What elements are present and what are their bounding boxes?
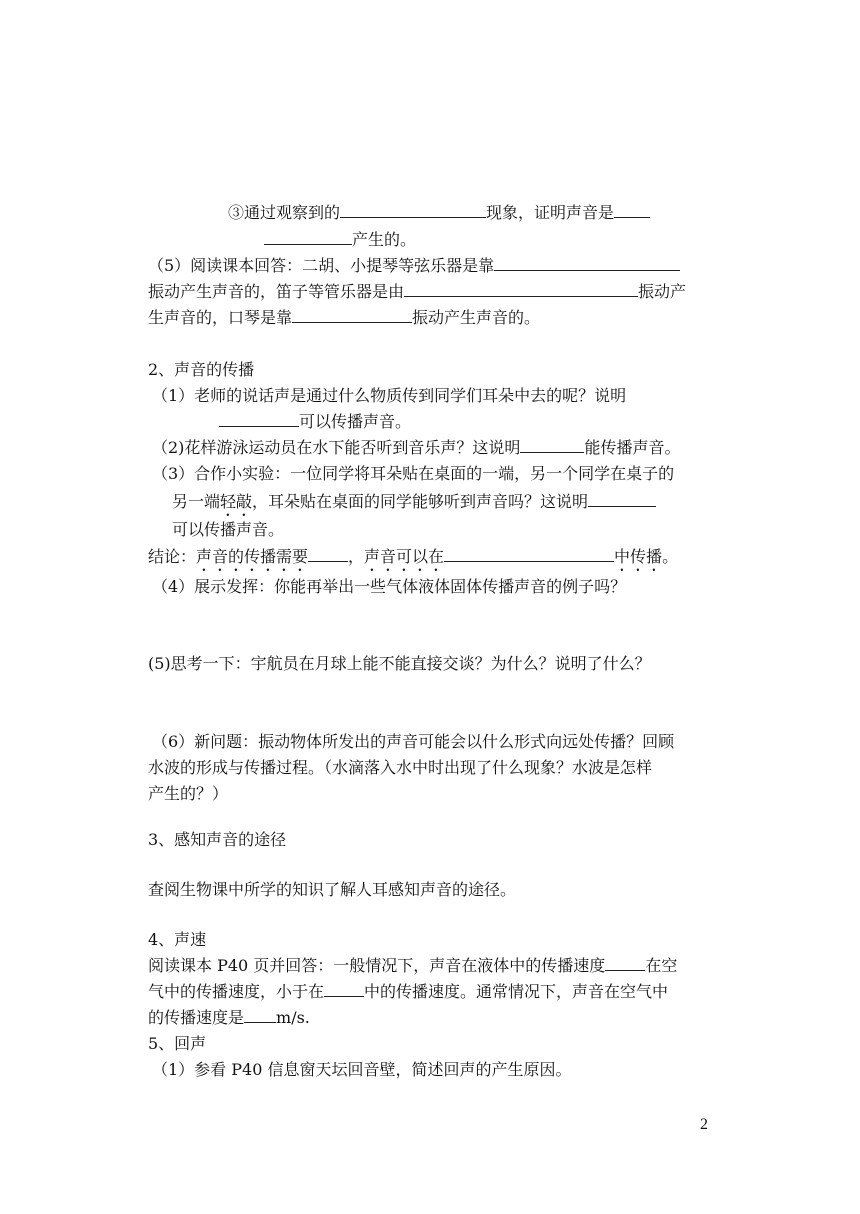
question: （3）合作小实验：一位同学将耳朵贴在桌面的一端，另一个同学在桌子的: [152, 464, 675, 483]
blank: [264, 229, 352, 245]
section-heading: 2、声音的传播: [148, 360, 255, 379]
page-number: 2: [700, 1116, 708, 1133]
section-heading: 5、回声: [148, 1034, 207, 1053]
blank: [614, 202, 650, 218]
blank: [324, 981, 364, 997]
blank: [219, 411, 299, 427]
text-line: 可以传播声音。: [219, 411, 411, 433]
section-heading: 3、感知声音的途径: [148, 830, 287, 849]
blank: [404, 281, 638, 297]
text-line: 气中的传播速度，小于在 中的传播速度。通常情况下，声音在空气中: [148, 982, 669, 1001]
blank: [494, 255, 680, 271]
text-line: 可以传播声音。: [172, 520, 285, 539]
question: (5)思考一下：宇航员在月球上能不能直接交谈？为什么？说明了什么？: [148, 654, 651, 673]
blank: [605, 955, 645, 971]
text-line: 产生的。: [264, 229, 416, 251]
text-line: （5）阅读课本回答：二胡、小提琴等弦乐器是靠: [148, 255, 680, 277]
question: （1）参看 P40 信息窗天坛回音壁，简述回声的产生原因。: [152, 1060, 572, 1079]
text-line: 水波的形成与传播过程。（水滴落入水中时出现了什么现象？水波是怎样: [148, 758, 653, 777]
question: （1）老师的说话声是通过什么物质传到同学们耳朵中去的呢？说明: [152, 386, 627, 405]
section-heading: 4、声速: [148, 930, 207, 949]
text-line: 阅读课本 P40 页并回答：一般情况下，声音在液体中的传播速度 在空: [148, 956, 678, 975]
text-line: 产生的？）: [148, 784, 229, 803]
text-line: 的传播速度是 m/s.: [148, 1008, 310, 1027]
blank: [292, 307, 412, 323]
blank: [520, 437, 584, 453]
text-line: 查阅生物课中所学的知识了解人耳感知声音的途径。: [148, 880, 517, 899]
question: （4）展示发挥：你能再举出一些气体液体固体传播声音的例子吗？: [152, 577, 627, 596]
text-line: 振动产生声音的，笛子等管乐器是由 振动产: [148, 282, 687, 301]
text-line: 生声音的，口琴是靠 振动产生声音的。: [148, 308, 541, 327]
blank: [308, 546, 348, 562]
question: （6）新问题：振动物体所发出的声音可能会以什么形式向远处传播？回顾: [152, 732, 675, 751]
blank: [340, 202, 486, 218]
blank: [588, 491, 656, 507]
text-line: 另一端轻敲，耳朵贴在桌面的同学能够听到声音吗？这说明: [172, 491, 656, 520]
conclusion: 结论：声音的传播需要 ，声音可以在 中传播。: [148, 547, 679, 566]
question: （2)花样游泳运动员在水下能否听到音乐声？这说明 能传播声音。: [152, 438, 681, 457]
blank: [244, 1007, 276, 1023]
blank: [444, 546, 614, 562]
text-line: ③通过观察到的 现象，证明声音是: [228, 202, 650, 224]
